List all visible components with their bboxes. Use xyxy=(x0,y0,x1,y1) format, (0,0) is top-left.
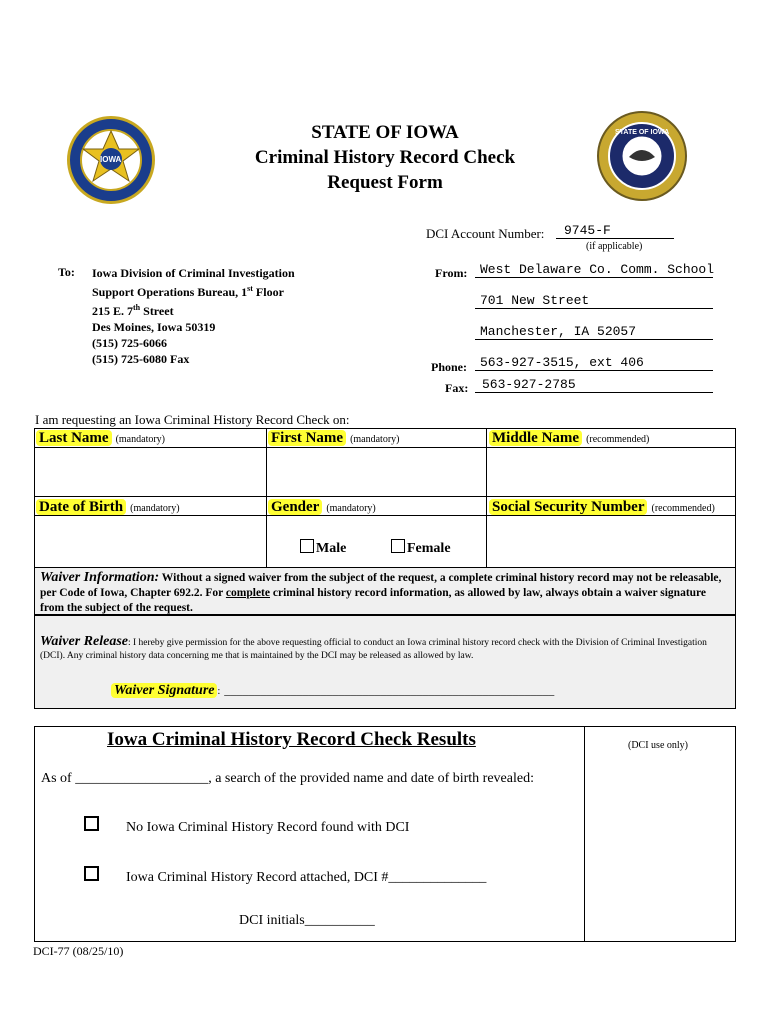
record-attached-option: Iowa Criminal History Record attached, DCI #______________ xyxy=(126,870,487,885)
seal-right-text: STATE OF IOWA xyxy=(615,129,670,136)
title-line-3: Request Form xyxy=(327,172,443,193)
dci-initials: DCI initials__________ xyxy=(239,913,375,928)
first-name-header: First Name (mandatory) xyxy=(268,429,400,447)
waiver-release-title: Waiver Release xyxy=(40,634,128,649)
last-name-input[interactable] xyxy=(35,448,265,495)
to-line-6: (515) 725-6080 Fax xyxy=(92,352,190,366)
to-address xyxy=(92,265,295,367)
female-checkbox[interactable] xyxy=(391,539,405,553)
to-line-2: Support Operations Bureau, 1st Floor xyxy=(92,284,284,299)
results-divider xyxy=(584,726,585,942)
dob-input[interactable] xyxy=(35,516,265,567)
account-label: DCI Account Number: xyxy=(426,226,545,241)
to-label: To: xyxy=(58,265,75,279)
waiver-signature-line[interactable]: _______________________________________________________ xyxy=(224,683,555,697)
from-line-3-field[interactable]: Manchester, IA 52057 xyxy=(475,324,713,340)
last-name-header: Last Name (mandatory) xyxy=(36,429,165,447)
middle-name-header: Middle Name (recommended) xyxy=(489,429,649,447)
to-line-4: Des Moines, Iowa 50319 xyxy=(92,320,216,334)
gender-male-option[interactable]: Male xyxy=(300,539,346,557)
dci-use-only: (DCI use only) xyxy=(628,740,688,751)
table-divider xyxy=(34,496,736,497)
no-record-option: No Iowa Criminal History Record found with DCI xyxy=(126,820,410,835)
from-line-2-field[interactable]: 701 New Street xyxy=(475,293,713,309)
to-line-3: 215 E. 7th Street xyxy=(92,303,174,318)
results-title: Iowa Criminal History Record Check Results xyxy=(107,729,476,750)
first-name-input[interactable] xyxy=(267,448,485,495)
waiver-signature-label: Waiver Signature xyxy=(111,683,217,698)
account-note: (if applicable) xyxy=(586,241,643,252)
male-checkbox[interactable] xyxy=(300,539,314,553)
dob-header: Date of Birth (mandatory) xyxy=(36,498,180,516)
gender-female-option[interactable]: Female xyxy=(391,539,451,557)
waiver-release-text: Waiver Release: I hereby give permission for the above requesting official to conduct an Iowa criminal history record check with the Division of Criminal Investigation (DCI). Any criminal history data concerning me that is maintained by the DCI may be released as allowed by law. xyxy=(40,634,707,661)
phone-field[interactable]: 563-927-3515, ext 406 xyxy=(475,355,713,371)
to-line-5: (515) 725-6066 xyxy=(92,336,167,350)
title-line-2: Criminal History Record Check xyxy=(254,147,516,168)
account-number-field[interactable]: 9745-F xyxy=(556,223,674,239)
waiver-signature-row: Waiver Signature : _______________________________________________________ xyxy=(111,681,554,699)
middle-name-input[interactable] xyxy=(487,448,735,495)
fax-label: Fax: xyxy=(445,381,469,395)
record-attached-checkbox[interactable] xyxy=(84,866,99,881)
title-line-1: STATE OF IOWA xyxy=(311,122,459,143)
seal-left-text: IOWA xyxy=(100,155,122,164)
ssn-input[interactable] xyxy=(487,516,735,567)
from-label: From: xyxy=(435,266,468,280)
no-record-checkbox[interactable] xyxy=(84,816,99,831)
page-title xyxy=(0,120,770,195)
form-number: DCI-77 (08/25/10) xyxy=(33,944,124,958)
gender-header: Gender (mandatory) xyxy=(268,498,376,516)
results-as-of: As of ___________________, a search of the provided name and date of birth revealed: xyxy=(41,771,534,786)
request-intro: I am requesting an Iowa Criminal History Record Check on: xyxy=(35,412,350,427)
to-line-1: Iowa Division of Criminal Investigation xyxy=(92,266,295,280)
waiver-information-title: Waiver Information: xyxy=(40,570,160,585)
from-line-1-field[interactable]: West Delaware Co. Comm. School xyxy=(475,262,713,278)
ssn-header: Social Security Number (recommended) xyxy=(489,498,715,516)
phone-label: Phone: xyxy=(431,360,467,374)
waiver-information-text: Waiver Information: Without a signed waiver from the subject of the request, a complete criminal history record may not be releasable, per Code of Iowa, Chapter 692.2. For complete criminal history record information, as allowed by law, always obtain a waiver signature from the subject of the request. xyxy=(40,570,722,614)
fax-field[interactable]: 563-927-2785 xyxy=(475,377,713,393)
